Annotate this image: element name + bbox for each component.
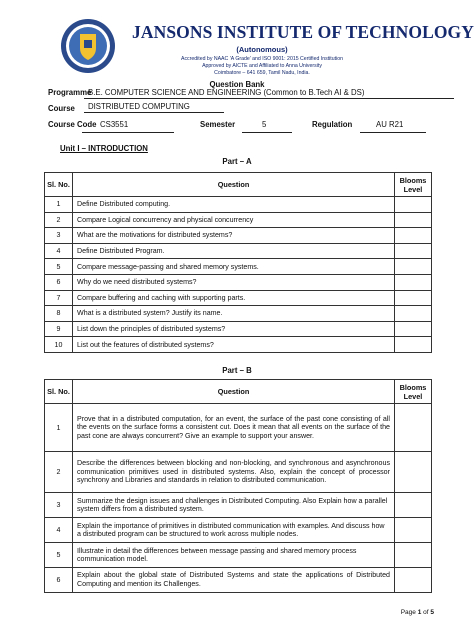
row-number: 1 xyxy=(45,197,73,213)
course-label: Course xyxy=(48,104,75,113)
row-number: 3 xyxy=(45,493,73,518)
row-number: 2 xyxy=(45,212,73,228)
current-page: 1 xyxy=(417,609,422,616)
row-number: 5 xyxy=(45,543,73,568)
table-row xyxy=(45,543,432,568)
address-line: Coimbatore – 641 659, Tamil Nadu, India. xyxy=(214,70,310,76)
question-text: Define Distributed Program. xyxy=(73,243,395,259)
document-title: Question Bank xyxy=(209,80,265,89)
table-row xyxy=(45,321,432,337)
blooms-cell xyxy=(395,274,432,290)
course-value: DISTRIBUTED COMPUTING xyxy=(88,102,190,111)
blooms-cell xyxy=(395,228,432,244)
question-text: Explain the importance of primitives in distributed communication with examples. And discuss how a distributed program can be structured to work across multiple nodes. xyxy=(73,518,395,543)
part-b-table xyxy=(44,379,432,593)
row-number: 1 xyxy=(45,404,73,452)
institution-name: JANSONS INSTITUTE OF TECHNOLOGY xyxy=(132,22,474,42)
unit-title: Unit I – INTRODUCTION xyxy=(60,144,148,153)
semester-value: 5 xyxy=(262,120,267,129)
accreditation-line: Accredited by NAAC 'A Grade' and ISO 9001: 2015 Certified Institution xyxy=(180,56,344,62)
programme-value: B.E. COMPUTER SCIENCE AND ENGINEERING (Common to B.Tech AI & DS) xyxy=(88,88,365,97)
table-row xyxy=(45,518,432,543)
question-text: Compare buffering and caching with supporting parts. xyxy=(73,290,395,306)
page-word: Page xyxy=(400,609,416,616)
blooms-cell xyxy=(395,290,432,306)
blooms-cell xyxy=(395,452,432,493)
blooms-header: Blooms Level xyxy=(395,380,432,404)
table-row xyxy=(45,337,432,353)
table-row xyxy=(45,452,432,493)
table-row xyxy=(45,568,432,593)
blooms-header: Blooms Level xyxy=(395,173,432,197)
row-number: 5 xyxy=(45,259,73,275)
regulation-underline xyxy=(360,132,426,133)
blooms-cell xyxy=(395,404,432,452)
blooms-cell xyxy=(395,197,432,213)
table-row xyxy=(45,290,432,306)
blooms-cell xyxy=(395,243,432,259)
question-text: What are the motivations for distributed systems? xyxy=(73,228,395,244)
row-number: 6 xyxy=(45,568,73,593)
table-row xyxy=(45,493,432,518)
blooms-cell xyxy=(395,337,432,353)
part-b-title: Part – B xyxy=(222,366,252,375)
question-text: Compare message-passing and shared memory systems. xyxy=(73,259,395,275)
part-b-header-row xyxy=(45,380,432,404)
table-row xyxy=(45,259,432,275)
semester-label: Semester xyxy=(200,120,236,129)
question-text: List out the features of distributed systems? xyxy=(73,337,395,353)
course-code-underline xyxy=(82,132,174,133)
row-number: 8 xyxy=(45,306,73,322)
blooms-cell xyxy=(395,543,432,568)
question-header: Question xyxy=(73,173,395,197)
blooms-cell xyxy=(395,259,432,275)
blooms-cell xyxy=(395,568,432,593)
blooms-cell xyxy=(395,518,432,543)
blooms-cell xyxy=(395,493,432,518)
regulation-value: AU R21 xyxy=(376,120,404,129)
row-number: 7 xyxy=(45,290,73,306)
question-text: Define Distributed computing. xyxy=(73,197,395,213)
page-number xyxy=(401,609,434,616)
of-word: of xyxy=(423,609,429,616)
blooms-cell xyxy=(395,321,432,337)
question-text: Illustrate in detail the differences between message passing and shared memory process communication model. xyxy=(73,543,395,568)
row-number: 9 xyxy=(45,321,73,337)
programme-label: Programme xyxy=(48,88,92,97)
course-code-value: CS3551 xyxy=(100,120,129,129)
row-number: 3 xyxy=(45,228,73,244)
institution-header xyxy=(60,16,474,76)
sl-no-header: Sl. No. xyxy=(45,380,73,404)
table-row xyxy=(45,274,432,290)
part-a-title: Part – A xyxy=(222,157,252,166)
question-text: Compare Logical concurrency and physical concurrency xyxy=(73,212,395,228)
blooms-cell xyxy=(395,306,432,322)
question-text: Describe the differences between blocking and non-blocking, and synchronous and asynchronous communication primitives used in distributed systems. Also, explain the concept of processor synchrony and Libraries and standards in relation to distributed communication. xyxy=(73,452,395,493)
question-header: Question xyxy=(73,380,395,404)
total-pages: 5 xyxy=(430,609,434,616)
table-row xyxy=(45,306,432,322)
question-text: Explain about the global state of Distributed Systems and state the applications of Distributed Computing and mention its Challenges. xyxy=(73,568,395,593)
approval-line: Approved by AICTE and Affiliated to Anna University xyxy=(202,63,322,69)
row-number: 6 xyxy=(45,274,73,290)
question-text: Summarize the design issues and challenges in Distributed Computing. Also Explain how a parallel system differs from a distributed system. xyxy=(73,493,395,518)
row-number: 4 xyxy=(45,518,73,543)
course-underline xyxy=(84,112,224,113)
table-row xyxy=(45,228,432,244)
course-code-label: Course Code xyxy=(48,120,97,129)
sl-no-header: Sl. No. xyxy=(45,173,73,197)
regulation-label: Regulation xyxy=(312,120,353,129)
part-a-header-row xyxy=(45,173,432,197)
table-row xyxy=(45,243,432,259)
blooms-cell xyxy=(395,212,432,228)
row-number: 10 xyxy=(45,337,73,353)
part-a-table xyxy=(44,172,432,353)
question-text: Prove that in a distributed computation, for an event, the surface of the past cone consisting of all the events on the surface forms a consistent cut. Does it mean that all events on the surface of the past cone are always concurrent? Give an example to support your answer. xyxy=(73,404,395,452)
table-row xyxy=(45,404,432,452)
question-text: List down the principles of distributed systems? xyxy=(73,321,395,337)
autonomous-label: (Autonomous) xyxy=(236,45,288,54)
question-text: Why do we need distributed systems? xyxy=(73,274,395,290)
row-number: 2 xyxy=(45,452,73,493)
programme-underline xyxy=(84,98,454,99)
question-text: What is a distributed system? Justify its name. xyxy=(73,306,395,322)
institution-logo xyxy=(60,18,116,74)
table-row xyxy=(45,197,432,213)
row-number: 4 xyxy=(45,243,73,259)
semester-underline xyxy=(242,132,292,133)
table-row xyxy=(45,212,432,228)
